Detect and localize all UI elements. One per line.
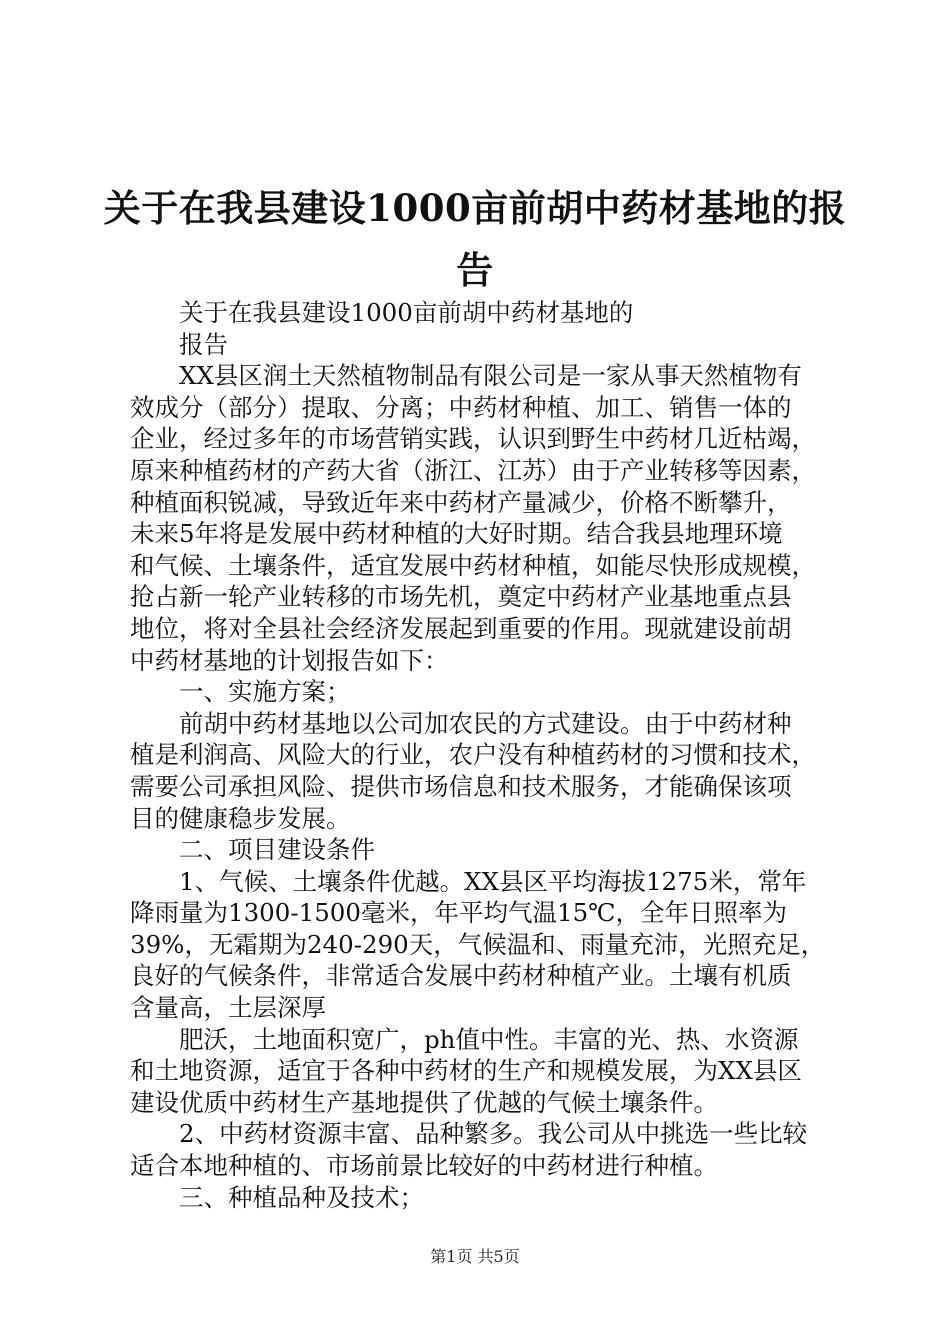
- body-line: 植是利润高、风险大的行业，农户没有种植药材的习惯和技术，: [130, 740, 816, 770]
- body-line: 前胡中药材基地以公司加农民的方式建设。由于中药材种: [130, 708, 792, 738]
- body-line: 效成分（部分）提取、分离；中药材种植、加工、销售一体的: [130, 392, 792, 422]
- body-line: 原来种植药材的产药大省（浙江、江苏）由于产业转移等因素，: [130, 455, 816, 485]
- body-line: 肥沃，土地面积宽广，ph值中性。丰富的光、热、水资源: [130, 1024, 799, 1054]
- document-title-line-1: 关于在我县建设1000亩前胡中药材基地的报: [103, 186, 847, 230]
- body-line: 关于在我县建设1000亩前胡中药材基地的: [130, 298, 634, 327]
- body-line: 三、种植品种及技术；: [130, 1182, 424, 1212]
- body-line: 建设优质中药材生产基地提供了优越的气候土壤条件。: [130, 1087, 718, 1117]
- body-line: 39%，无霜期为240-290天，气候温和、雨量充沛，光照充足，: [130, 929, 826, 959]
- body-line: 中药材基地的计划报告如下：: [130, 645, 449, 675]
- document-body: [130, 297, 830, 1213]
- body-line: 二、项目建设条件: [130, 835, 375, 865]
- document-title-line-2: 告: [456, 248, 494, 292]
- body-line: 目的健康稳步发展。: [130, 803, 351, 833]
- body-line: 企业，经过多年的市场营销实践，认识到野生中药材几近枯竭，: [130, 424, 816, 454]
- body-line: 良好的气候条件，非常适合发展中药材种植产业。土壤有机质: [130, 961, 792, 991]
- body-line: 种植面积锐减，导致近年来中药材产量减少，价格不断攀升，: [130, 487, 792, 517]
- body-line: 一、实施方案；: [130, 677, 351, 707]
- body-line: 2、中药材资源丰富、品种繁多。我公司从中挑选一些比较: [130, 1119, 808, 1149]
- body-line: 1、气候、土壤条件优越。XX县区平均海拔1275米，常年: [130, 866, 807, 896]
- body-line: 抢占新一轮产业转移的市场先机，奠定中药材产业基地重点县: [130, 582, 792, 612]
- body-line: 适合本地种植的、市场前景比较好的中药材进行种植。: [130, 1151, 718, 1181]
- body-line: 和气候、土壤条件，适宜发展中药材种植，如能尽快形成规模，: [130, 550, 816, 580]
- body-line: 含量高，土层深厚: [130, 993, 326, 1023]
- body-line: 未来5年将是发展中药材种植的大好时期。结合我县地理环境: [130, 519, 783, 549]
- body-line: 需要公司承担风险、提供市场信息和技术服务，才能确保该项: [130, 771, 792, 801]
- body-line: 降雨量为1300-1500毫米，年平均气温15℃，全年日照率为: [130, 898, 788, 928]
- body-line: 地位，将对全县社会经济发展起到重要的作用。现就建设前胡: [130, 613, 792, 643]
- body-line: 报告: [130, 329, 228, 359]
- body-line: XX县区润土天然植物制品有限公司是一家从事天然植物有: [130, 361, 802, 391]
- body-line: 和土地资源，适宜于各种中药材的生产和规模发展，为XX县区: [130, 1056, 802, 1086]
- page-number-footer: 第1页 共5页: [430, 1247, 520, 1266]
